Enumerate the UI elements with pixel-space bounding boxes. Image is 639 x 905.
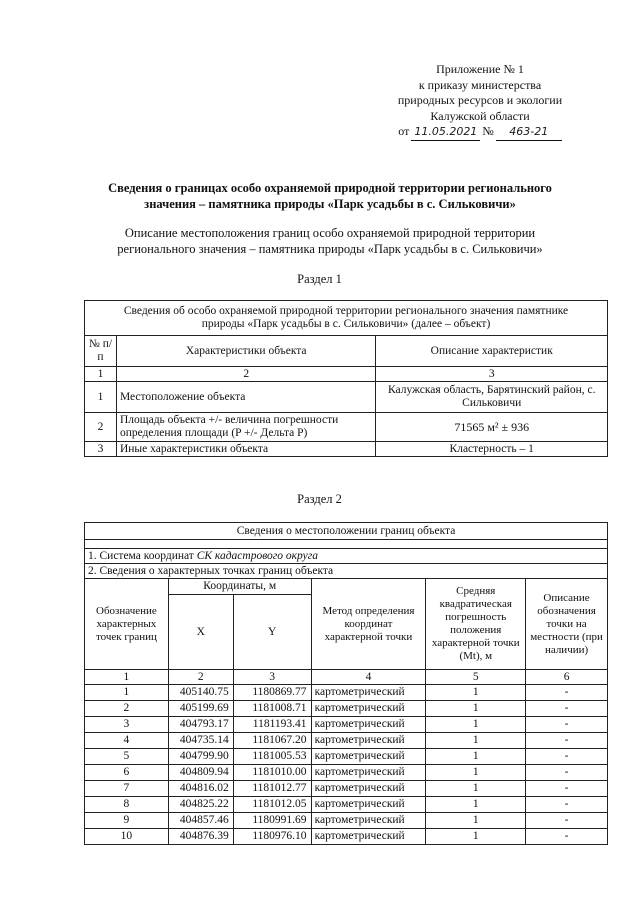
point-method: картометрический bbox=[311, 685, 426, 701]
table-row bbox=[85, 685, 608, 701]
point-y: 1181012.05 bbox=[233, 797, 311, 813]
header-number: № п/п bbox=[85, 336, 117, 367]
annex-line-3: природных ресурсов и экологии bbox=[397, 93, 563, 107]
section-2-caption: Сведения о местоположении границ объекта bbox=[85, 523, 608, 540]
point-x: 404809.94 bbox=[168, 765, 233, 781]
point-x: 404816.02 bbox=[168, 781, 233, 797]
point-y: 1180869.77 bbox=[233, 685, 311, 701]
point-designation: 8 bbox=[85, 797, 169, 813]
date-prefix: от bbox=[398, 124, 410, 138]
header-x: X bbox=[168, 595, 233, 670]
annex-line-1: Приложение № 1 bbox=[436, 62, 524, 76]
point-error: 1 bbox=[426, 733, 526, 749]
point-y: 1181193.41 bbox=[233, 717, 311, 733]
document-subtitle bbox=[60, 225, 600, 257]
point-error: 1 bbox=[426, 797, 526, 813]
annex-line-4: Калужской области bbox=[430, 108, 530, 123]
point-marking: - bbox=[526, 797, 608, 813]
row-description: Калужская область, Барятинский район, с. Сильковичи bbox=[376, 382, 608, 413]
point-error: 1 bbox=[426, 829, 526, 845]
row-characteristic: Местоположение объекта bbox=[116, 382, 375, 413]
section-2-heading: Раздел 2 bbox=[297, 492, 342, 506]
points-body bbox=[85, 685, 608, 845]
section-1-heading: Раздел 1 bbox=[297, 272, 342, 286]
point-x: 404876.39 bbox=[168, 829, 233, 845]
header-coords: Координаты, м bbox=[168, 579, 311, 595]
row-description: Кластерность – 1 bbox=[376, 442, 608, 457]
point-error: 1 bbox=[426, 781, 526, 797]
point-method: картометрический bbox=[311, 717, 426, 733]
table-row bbox=[85, 765, 608, 781]
index-cell: 2 bbox=[116, 367, 375, 382]
points-label: 2. Сведения о характерных точках границ объекта bbox=[85, 564, 608, 579]
coord-system-label: 1. Система координат bbox=[88, 549, 194, 562]
annex-date-line bbox=[360, 124, 600, 141]
table-row bbox=[85, 442, 608, 457]
index-cell: 2 bbox=[168, 670, 233, 685]
header-characteristic: Характеристики объекта bbox=[116, 336, 375, 367]
header-y: Y bbox=[233, 595, 311, 670]
point-designation: 9 bbox=[85, 813, 169, 829]
point-method: картометрический bbox=[311, 701, 426, 717]
point-method: картометрический bbox=[311, 797, 426, 813]
index-cell: 1 bbox=[85, 670, 169, 685]
coord-system-value: СК кадастрового округа bbox=[196, 549, 318, 562]
point-y: 1180991.69 bbox=[233, 813, 311, 829]
table-row bbox=[85, 701, 608, 717]
document-title bbox=[60, 180, 600, 212]
point-method: картометрический bbox=[311, 765, 426, 781]
point-error: 1 bbox=[426, 765, 526, 781]
date-value: 11.05.2021 bbox=[411, 124, 480, 141]
table-row bbox=[85, 717, 608, 733]
index-cell: 3 bbox=[233, 670, 311, 685]
point-y: 1181012.77 bbox=[233, 781, 311, 797]
section-1-caption: Сведения об особо охраняемой природной территории регионального значения памятнике природы «Парк усадьбы в с. Сильковичи» (далее – объект) bbox=[85, 301, 608, 336]
point-error: 1 bbox=[426, 813, 526, 829]
index-cell: 4 bbox=[311, 670, 426, 685]
index-cell: 6 bbox=[526, 670, 608, 685]
index-cell: 1 bbox=[85, 367, 117, 382]
point-error: 1 bbox=[426, 717, 526, 733]
row-characteristic: Иные характеристики объекта bbox=[116, 442, 375, 457]
point-y: 1180976.10 bbox=[233, 829, 311, 845]
point-method: картометрический bbox=[311, 781, 426, 797]
point-designation: 4 bbox=[85, 733, 169, 749]
point-x: 404735.14 bbox=[168, 733, 233, 749]
point-x: 405199.69 bbox=[168, 701, 233, 717]
point-marking: - bbox=[526, 733, 608, 749]
point-y: 1181067.20 bbox=[233, 733, 311, 749]
point-y: 1181010.00 bbox=[233, 765, 311, 781]
point-designation: 7 bbox=[85, 781, 169, 797]
point-y: 1181005.53 bbox=[233, 749, 311, 765]
coord-system-row bbox=[85, 549, 608, 564]
point-designation: 3 bbox=[85, 717, 169, 733]
index-cell: 3 bbox=[376, 367, 608, 382]
table-row bbox=[85, 382, 608, 413]
point-method: картометрический bbox=[311, 813, 426, 829]
subtitle-line-2: регионального значения – памятника природы «Парк усадьбы в с. Сильковичи» bbox=[117, 242, 543, 256]
header-method: Метод определения координат характерной точки bbox=[311, 579, 426, 670]
number-prefix: № bbox=[482, 124, 494, 138]
annex-line-2: к приказу министерства bbox=[418, 77, 542, 92]
point-designation: 5 bbox=[85, 749, 169, 765]
point-marking: - bbox=[526, 781, 608, 797]
order-number: 463-21 bbox=[496, 124, 562, 141]
header-error: Средняя квадратическая погрешность положения характерной точки (Mt), м bbox=[426, 579, 526, 670]
section-2-table bbox=[84, 522, 608, 845]
row-number: 2 bbox=[85, 413, 117, 442]
table-row bbox=[85, 733, 608, 749]
point-x: 404799.90 bbox=[168, 749, 233, 765]
point-designation: 10 bbox=[85, 829, 169, 845]
point-x: 404793.17 bbox=[168, 717, 233, 733]
point-marking: - bbox=[526, 765, 608, 781]
point-marking: - bbox=[526, 749, 608, 765]
point-designation: 2 bbox=[85, 701, 169, 717]
point-y: 1181008.71 bbox=[233, 701, 311, 717]
point-method: картометрический bbox=[311, 733, 426, 749]
row-description: 71565 м² ± 936 bbox=[376, 413, 608, 442]
table-row bbox=[85, 749, 608, 765]
point-marking: - bbox=[526, 829, 608, 845]
header-designation: Обозначение характерных точек границ bbox=[85, 579, 169, 670]
annex-header bbox=[360, 62, 600, 141]
subtitle-line-1: Описание местоположения границ особо охраняемой природной территории bbox=[124, 226, 536, 240]
row-number: 3 bbox=[85, 442, 117, 457]
point-error: 1 bbox=[426, 701, 526, 717]
row-characteristic: Площадь объекта +/- величина погрешности определения площади (P +/- Дельта P) bbox=[116, 413, 375, 442]
point-error: 1 bbox=[426, 749, 526, 765]
point-x: 405140.75 bbox=[168, 685, 233, 701]
point-marking: - bbox=[526, 685, 608, 701]
point-x: 404825.22 bbox=[168, 797, 233, 813]
point-marking: - bbox=[526, 701, 608, 717]
point-marking: - bbox=[526, 813, 608, 829]
point-designation: 6 bbox=[85, 765, 169, 781]
point-marking: - bbox=[526, 717, 608, 733]
point-method: картометрический bbox=[311, 749, 426, 765]
title-line-1: Сведения о границах особо охраняемой природной территории регионального bbox=[108, 181, 552, 195]
point-x: 404857.46 bbox=[168, 813, 233, 829]
table-row bbox=[85, 813, 608, 829]
spacer-row bbox=[85, 540, 608, 549]
title-line-2: значения – памятника природы «Парк усадьбы в с. Сильковичи» bbox=[144, 197, 516, 211]
point-method: картометрический bbox=[311, 829, 426, 845]
table-row bbox=[85, 797, 608, 813]
row-number: 1 bbox=[85, 382, 117, 413]
point-error: 1 bbox=[426, 685, 526, 701]
index-cell: 5 bbox=[426, 670, 526, 685]
table-row bbox=[85, 829, 608, 845]
header-description: Описание характеристик bbox=[376, 336, 608, 367]
table-row bbox=[85, 781, 608, 797]
point-designation: 1 bbox=[85, 685, 169, 701]
table-row bbox=[85, 413, 608, 442]
header-marking: Описание обозначения точки на местности (при наличии) bbox=[526, 579, 608, 670]
section-1-table bbox=[84, 300, 608, 457]
